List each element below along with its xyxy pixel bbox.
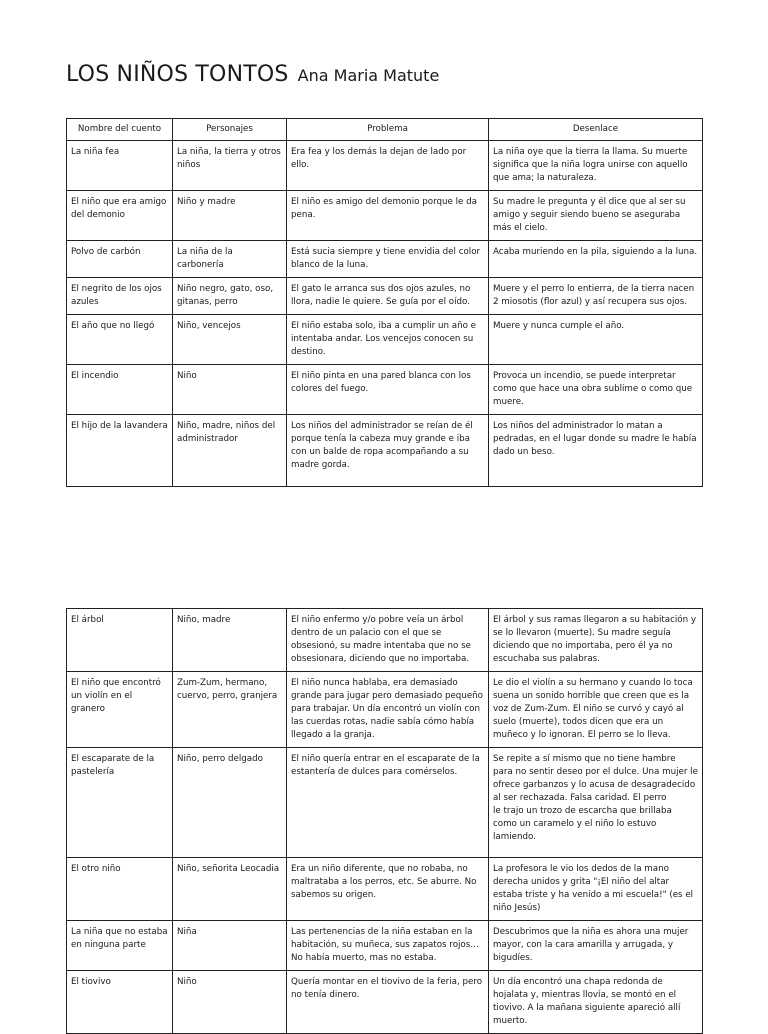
cell-nombre: El escaparate de la pastelería (67, 748, 173, 858)
cell-problema: Está sucia siempre y tiene envidia del color blanco de la luna. (287, 241, 489, 278)
cell-personajes: Niño (173, 365, 287, 415)
cell-nombre: El niño que encontró un violín en el granero (67, 672, 173, 748)
table-header-row (67, 119, 703, 141)
cell-problema: Era un niño diferente, que no robaba, no maltrataba a los perros, etc. Se aburre. No sabemos su origen. (287, 858, 489, 921)
table-row (67, 365, 703, 415)
cell-nombre: El tiovivo (67, 971, 173, 1034)
cell-personajes: Niño y madre (173, 191, 287, 241)
cell-desenlace: Muere y nunca cumple el año. (489, 315, 703, 365)
cell-personajes: Niño (173, 971, 287, 1034)
cell-problema: El niño pinta en una pared blanca con los colores del fuego. (287, 365, 489, 415)
cell-desenlace: Los niños del administrador lo matan a pedradas, en el lugar donde su madre le había dado un beso. (489, 415, 703, 487)
cell-desenlace: La niña oye que la tierra la llama. Su muerte significa que la niña logra unirse con aquello que ama; la naturaleza. (489, 141, 703, 191)
table-row (67, 971, 703, 1034)
cell-personajes: Niño, madre, niños del administrador (173, 415, 287, 487)
table-row (67, 141, 703, 191)
table-row (67, 921, 703, 971)
title-main: LOS NIÑOS TONTOS (66, 62, 289, 87)
cell-personajes: Niño negro, gato, oso, gitanas, perro (173, 278, 287, 315)
cell-desenlace: Su madre le pregunta y él dice que al ser su amigo y seguir siendo bueno se aseguraba más el cielo. (489, 191, 703, 241)
cell-personajes: Niño, perro delgado (173, 748, 287, 858)
cell-personajes: Niña (173, 921, 287, 971)
cell-nombre: El niño que era amigo del demonio (67, 191, 173, 241)
stories-table-1 (66, 118, 703, 487)
header-desenlace: Desenlace (489, 119, 703, 141)
table-row (67, 315, 703, 365)
table-row (67, 672, 703, 748)
header-personajes: Personajes (173, 119, 287, 141)
cell-desenlace: Provoca un incendio, se puede interpretar como que hace una obra sublime o como que muere. (489, 365, 703, 415)
cell-problema: Las pertenencias de la niña estaban en la habitación, su muñeca, sus zapatos rojos…No había muerto, mas no estaba. (287, 921, 489, 971)
cell-personajes: Zum-Zum, hermano, cuervo, perro, granjera (173, 672, 287, 748)
cell-nombre: El incendio (67, 365, 173, 415)
cell-problema: El niño quería entrar en el escaparate de la estantería de dulces para comérselos. (287, 748, 489, 858)
header-problema: Problema (287, 119, 489, 141)
cell-nombre: El otro niño (67, 858, 173, 921)
cell-nombre: El árbol (67, 609, 173, 672)
header-nombre: Nombre del cuento (67, 119, 173, 141)
cell-problema: El niño enfermo y/o pobre veía un árbol dentro de un palacio con el que se obsesionó, su madre intentaba que no se obsesionara, diciendo que no importaba. (287, 609, 489, 672)
cell-desenlace: Le dio el violín a su hermano y cuando lo toca suena un sonido horrible que creen que es la voz de Zum-Zum. El niño se curvó y cayó al suelo (muerte), todos dicen que era un muñeco y lo ignoran. El perro se lo lleva. (489, 672, 703, 748)
table-row (67, 191, 703, 241)
cell-personajes: Niño, madre (173, 609, 287, 672)
stories-table-2 (66, 608, 703, 1034)
cell-nombre: El hijo de la lavandera (67, 415, 173, 487)
cell-problema: Los niños del administrador se reían de él porque tenía la cabeza muy grande e iba con un balde de ropa acompañando a su madre gorda. (287, 415, 489, 487)
table-row (67, 748, 703, 858)
cell-desenlace: Un día encontró una chapa redonda de hojalata y, mientras llovía, se montó en el tiovivo. A la mañana siguiente apareció allí muerto. (489, 971, 703, 1034)
cell-personajes: Niño, vencejos (173, 315, 287, 365)
cell-desenlace: El árbol y sus ramas llegaron a su habitación y se lo llevaron (muerte). Su madre seguía diciendo que no importaba, pero él ya no escuchaba sus palabras. (489, 609, 703, 672)
cell-nombre: El año que no llegó (67, 315, 173, 365)
cell-desenlace: Se repite a sí mismo que no tiene hambre para no sentir deseo por el dulce. Una mujer le ofrece garbanzos y lo acusa de desagradecido al ser rechazada. Falsa caridad. El perro le trajo un trozo de escarcha que brillaba como un caramelo y el niño lo estuvo lamiendo. (489, 748, 703, 858)
cell-nombre: Polvo de carbón (67, 241, 173, 278)
table-row (67, 858, 703, 921)
cell-personajes: Niño, señorita Leocadia (173, 858, 287, 921)
cell-problema: El niño estaba solo, iba a cumplir un año e intentaba andar. Los vencejos conocen su destino. (287, 315, 489, 365)
table-row (67, 241, 703, 278)
table-row (67, 609, 703, 672)
table-row (67, 278, 703, 315)
page-title (66, 64, 439, 86)
cell-personajes: La niña de la carbonería (173, 241, 287, 278)
cell-problema: Quería montar en el tiovivo de la feria, pero no tenía dinero. (287, 971, 489, 1034)
cell-problema: El niño es amigo del demonio porque le da pena. (287, 191, 489, 241)
cell-desenlace: Acaba muriendo en la pila, siguiendo a la luna. (489, 241, 703, 278)
cell-nombre: El negrito de los ojos azules (67, 278, 173, 315)
cell-problema: El gato le arranca sus dos ojos azules, no llora, nadie le quiere. Se guía por el oído. (287, 278, 489, 315)
cell-problema: Era fea y los demás la dejan de lado por ello. (287, 141, 489, 191)
cell-desenlace: Descubrimos que la niña es ahora una mujer mayor, con la cara amarilla y arrugada, y bigudíes. (489, 921, 703, 971)
cell-desenlace: La profesora le vio los dedos de la mano derecha unidos y grita "¡El niño del altar estaba triste y ha venido a mi escuela!" (es el niño Jesús) (489, 858, 703, 921)
cell-nombre: La niña que no estaba en ninguna parte (67, 921, 173, 971)
cell-nombre: La niña fea (67, 141, 173, 191)
table-row (67, 415, 703, 487)
title-author: Ana Maria Matute (297, 66, 440, 85)
cell-personajes: La niña, la tierra y otros niños (173, 141, 287, 191)
cell-problema: El niño nunca hablaba, era demasiado grande para jugar pero demasiado pequeño para trabajar. Un día encontró un violín con las cuerdas rotas, nadie sabía cómo había llegado a la granja. (287, 672, 489, 748)
cell-desenlace: Muere y el perro lo entierra, de la tierra nacen 2 miosotis (flor azul) y así recupera sus ojos. (489, 278, 703, 315)
